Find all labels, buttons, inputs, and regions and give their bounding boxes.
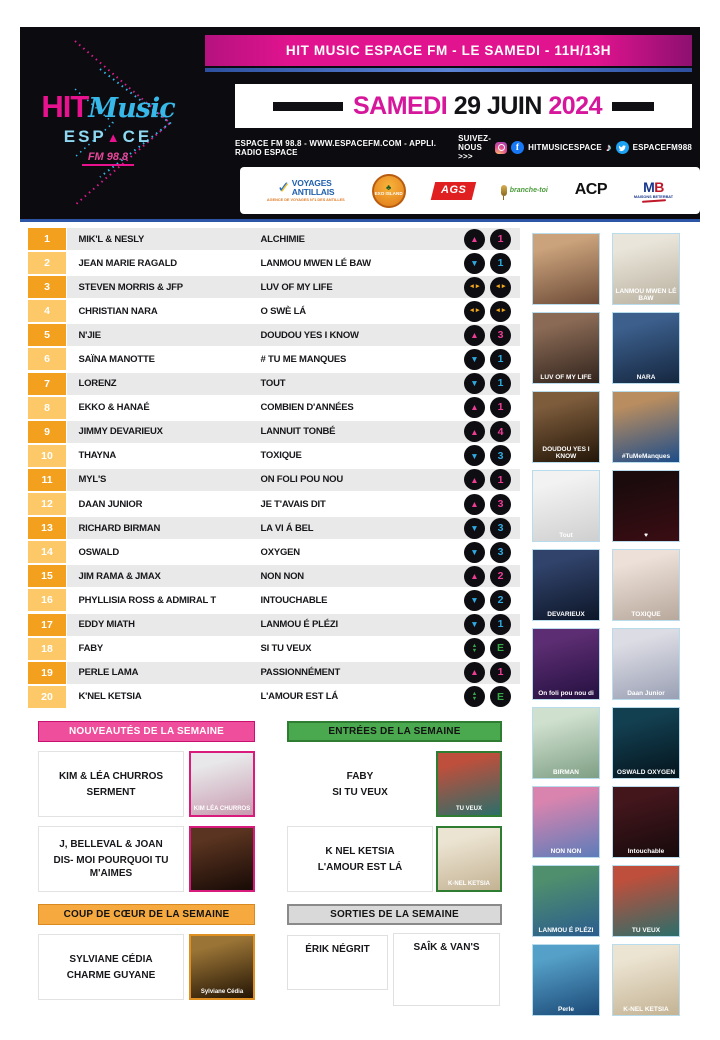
chart-row (28, 686, 520, 708)
promo-item (38, 934, 255, 1000)
section-entrees (287, 721, 502, 892)
album-cover-label: #TuMeManques (621, 452, 671, 460)
album-cover (532, 470, 600, 542)
weeks-badge: 1 (490, 469, 511, 490)
rank-badge: 8 (28, 397, 66, 419)
badges-group (464, 373, 520, 394)
badges-group (464, 494, 520, 515)
chart-row (28, 662, 520, 684)
weeks-badge: E (490, 686, 511, 707)
exit-item (287, 935, 388, 990)
album-cover-label: NON NON (550, 847, 582, 855)
album-cover (532, 233, 600, 305)
album-cover (612, 470, 680, 542)
logo-music: Music (88, 93, 175, 124)
chart-row-body (67, 517, 521, 539)
chart-row (28, 493, 520, 515)
chart-row (28, 517, 520, 539)
weeks-badge (490, 277, 511, 298)
song-title: LANMOU MWEN LÉ BAW (260, 257, 371, 269)
album-cover-label: K-NEL KETSIA (623, 1005, 669, 1013)
album-cover-label: Intouchable (627, 847, 665, 855)
coup-items (38, 934, 255, 1000)
section-coup-de-coeur (38, 904, 255, 1000)
weeks-badge: 1 (490, 662, 511, 683)
station-info-row (235, 134, 692, 161)
chart-row-body (67, 469, 521, 491)
logo-text (20, 89, 196, 166)
chart-row-body (67, 300, 521, 322)
chart-row-body (67, 686, 521, 708)
album-cover (532, 865, 600, 937)
badges-group (464, 518, 520, 539)
rank-badge: 2 (28, 252, 66, 274)
song-title: O SWÈ LÁ (260, 305, 306, 317)
badges-group (464, 301, 520, 322)
weeks-badge: 3 (490, 494, 511, 515)
rank-badge: 9 (28, 421, 66, 443)
song-title: INTOUCHABLE (260, 594, 328, 606)
promo-art-label: TU VEUX (455, 806, 482, 813)
chart-row (28, 324, 520, 346)
song-title: PASSIONNÉMENT (260, 667, 341, 679)
promo-artist: SYLVIANE CÉDIA (69, 953, 153, 965)
station-logo (20, 27, 210, 219)
weeks-badge: 1 (490, 614, 511, 635)
station-info: ESPACE FM 98.8 - WWW.ESPACEFM.COM - APPLI. RADIO ESPACE (235, 138, 437, 157)
movement-icon (464, 253, 485, 274)
artist-name: JIMMY DEVARIEUX (78, 426, 163, 438)
badges-group (464, 325, 520, 346)
movement-icon (464, 229, 485, 250)
album-cover-label: OSWALD OXYGEN (616, 768, 676, 776)
rank-badge: 14 (28, 541, 66, 563)
movement-icon (464, 566, 485, 587)
swoosh-decoration (641, 199, 665, 202)
artist-name: EDDY MIATH (78, 619, 135, 630)
weeks-badge: 1 (490, 349, 511, 370)
album-cover-label: NARA (636, 373, 656, 381)
rank-badge: 11 (28, 469, 66, 491)
song-title: LA VI Á BEL (260, 522, 314, 534)
badges-group (464, 638, 520, 659)
album-cover-label: ♥ (644, 531, 648, 539)
chart-row-body (67, 662, 521, 684)
chart-row-body (67, 541, 521, 563)
exit-item (393, 933, 500, 1006)
chart-row (28, 348, 520, 370)
weeks-badge: 1 (490, 397, 511, 418)
promo-title: SERMENT (86, 786, 136, 798)
promo-text-box (287, 826, 433, 892)
song-title: ALCHIMIE (260, 233, 305, 245)
song-title: L'AMOUR EST LÁ (260, 691, 339, 703)
song-title: TOXIQUE (260, 450, 302, 462)
movement-icon (464, 445, 485, 466)
chart-row (28, 276, 520, 298)
artist-name: CHRISTIAN NARA (78, 305, 158, 317)
chart-list (28, 228, 520, 708)
artist-name: DAAN JUNIOR (78, 498, 143, 510)
promo-title: SI TU VEUX (332, 786, 388, 798)
chart-row (28, 541, 520, 563)
section-title: ENTRÉES DE LA SEMAINE (287, 721, 502, 742)
chart-row-body (67, 638, 521, 660)
logo-espace: ESP▲CE (63, 127, 153, 146)
promo-text-box (287, 751, 433, 817)
album-cover-label: BIRMAN (553, 768, 579, 776)
entrees-items (287, 751, 502, 892)
promo-artist: KIM & LÉA CHURROS (58, 770, 164, 782)
weeks-badge: 4 (490, 421, 511, 442)
badges-group (464, 445, 520, 466)
rank-badge: 7 (28, 373, 66, 395)
album-cover (532, 549, 600, 621)
exit-artist: ÉRIK NÉGRIT (305, 944, 370, 955)
album-cover-label: LANMOU É PLÉZI (538, 926, 594, 934)
album-cover (612, 865, 680, 937)
movement-icon (464, 277, 485, 298)
logo-frequency: FM 98.8 (82, 151, 134, 166)
instagram-icon (495, 142, 507, 154)
badges-group (464, 229, 520, 250)
album-cover-label: DEVARIEUX (547, 610, 585, 618)
artist-name: MYL'S (78, 474, 107, 486)
section-title: NOUVEAUTÉS DE LA SEMAINE (38, 721, 255, 742)
movement-icon (464, 518, 485, 539)
artist-name: OSWALD (78, 546, 119, 558)
promo-item (38, 751, 255, 817)
rank-badge: 17 (28, 614, 66, 636)
movement-icon (464, 421, 485, 442)
album-cover-label: TU VEUX (631, 926, 661, 934)
song-title: NON NON (260, 570, 304, 582)
rank-badge: 19 (28, 662, 66, 684)
chart-row (28, 300, 520, 322)
badges-group (464, 349, 520, 370)
section-sorties (287, 904, 502, 1006)
album-cover-label: Daan Junior (627, 689, 665, 697)
rank-badge: 1 (28, 228, 66, 250)
weeks-badge: 3 (490, 518, 511, 539)
badges-group (464, 614, 520, 635)
album-cover-label: LUV OF MY LIFE (540, 373, 592, 381)
promo-text-box (38, 826, 184, 892)
movement-icon (464, 686, 485, 707)
movement-icon (464, 373, 485, 394)
album-cover (532, 944, 600, 1016)
badges-group (464, 469, 520, 490)
rank-badge: 13 (28, 517, 66, 539)
song-title: LANMOU É PLÉZI (260, 619, 338, 630)
badges-group (464, 590, 520, 611)
promo-album-art (436, 826, 502, 892)
weeks-badge: 2 (490, 590, 511, 611)
album-cover (612, 391, 680, 463)
song-title: ON FOLI POU NOU (260, 474, 344, 486)
sponsor-mb: MB MAISONS BETERBAT (634, 180, 673, 201)
rank-badge: 20 (28, 686, 66, 708)
weeks-badge (490, 301, 511, 322)
chart-row-body (67, 397, 521, 419)
chart-row (28, 252, 520, 274)
social-handle-1: HITMUSICESPACE (528, 143, 602, 152)
album-cover (532, 707, 600, 779)
date-box (235, 84, 692, 128)
album-cover-label: Tout (559, 531, 573, 539)
song-title: JE T'AVAIS DIT (260, 498, 326, 510)
badges-group (464, 542, 520, 563)
artist-name: LORENZ (78, 378, 117, 390)
badges-group (464, 686, 520, 707)
section-nouveautes (38, 721, 255, 892)
album-cover (532, 628, 600, 700)
rank-badge: 3 (28, 276, 66, 298)
movement-icon (464, 542, 485, 563)
palm-icon: ♣ (385, 182, 392, 192)
chart-row (28, 638, 520, 660)
movement-icon (464, 325, 485, 346)
chart-row (28, 445, 520, 467)
album-cover (612, 944, 680, 1016)
artist-name: N'JIE (78, 329, 101, 341)
chart-row (28, 373, 520, 395)
song-title: # TU ME MANQUES (260, 353, 347, 365)
badges-group (464, 421, 520, 442)
chart-row-body (67, 493, 521, 515)
weeks-badge: E (490, 638, 511, 659)
promo-title: CHARME GUYANE (66, 969, 156, 981)
promo-item (38, 826, 255, 892)
movement-icon (464, 397, 485, 418)
exit-artist: SAÎK & VAN'S (413, 942, 480, 953)
movement-icon (464, 590, 485, 611)
album-cover (612, 786, 680, 858)
song-title: LANNUIT TONBÉ (260, 426, 336, 438)
album-cover (532, 312, 600, 384)
album-cover-label: On foli pou nou di (538, 689, 594, 697)
twitter-icon (616, 141, 629, 154)
header (20, 27, 700, 222)
promo-item (287, 751, 502, 817)
album-cover (612, 707, 680, 779)
movement-icon (464, 614, 485, 635)
album-cover-label: LANMOU MWEN LÉ BAW (615, 287, 677, 302)
social-links (458, 134, 692, 161)
movement-icon (464, 349, 485, 370)
weeks-badge: 3 (490, 445, 511, 466)
rank-badge: 6 (28, 348, 66, 370)
album-cover (612, 549, 680, 621)
rank-badge: 15 (28, 565, 66, 587)
sponsor-ags: AGS (430, 182, 476, 200)
date-title: SAMEDI 29 JUIN 2024 (353, 91, 602, 120)
album-cover-grid (532, 233, 680, 1016)
check-icon: ✓ (277, 179, 290, 197)
date-bar-right (612, 102, 654, 111)
chart-row (28, 397, 520, 419)
rank-badge: 16 (28, 589, 66, 611)
rank-badge: 4 (28, 300, 66, 322)
section-title: SORTIES DE LA SEMAINE (287, 904, 502, 925)
movement-icon (464, 494, 485, 515)
chart-row (28, 469, 520, 491)
album-cover (532, 391, 600, 463)
weeks-badge: 1 (490, 229, 511, 250)
promo-art-label: KIM LÉA CHURROS (193, 806, 251, 813)
song-title: COMBIEN D'ANNÉES (260, 402, 354, 414)
facebook-icon: f (511, 141, 524, 154)
promo-title: L'AMOUR EST LÁ (317, 861, 403, 873)
chart-row-body (67, 348, 521, 370)
album-cover (612, 312, 680, 384)
chart-row-body (67, 589, 521, 611)
promo-art-label: K-NEL KETSIA (448, 881, 490, 888)
promo-artist: J, BELLEVAL & JOAN (59, 839, 163, 850)
weeks-badge: 3 (490, 325, 511, 346)
artist-name: FABY (78, 643, 104, 655)
artist-name: JIM RAMA & JMAX (78, 570, 161, 582)
weeks-badge: 1 (490, 253, 511, 274)
chart-row-body (67, 614, 521, 636)
tiktok-icon: ♪ (605, 141, 612, 154)
artist-name: RICHARD BIRMAN (78, 522, 161, 534)
rank-badge: 5 (28, 324, 66, 346)
promo-album-art (189, 826, 255, 892)
album-cover-label: Perle (558, 1005, 574, 1013)
artist-name: EKKO & HANAÉ (78, 402, 150, 414)
artist-name: PERLE LAMA (78, 667, 139, 679)
badges-group (464, 662, 520, 683)
sponsor-exo-island: ♣ EXO ISLAND (372, 174, 406, 208)
movement-icon (464, 301, 485, 322)
rank-badge: 12 (28, 493, 66, 515)
microphone-icon (501, 185, 507, 196)
album-cover-label: TOXIQUE (631, 610, 661, 618)
song-title: TOUT (260, 378, 286, 390)
promo-album-art (436, 751, 502, 817)
album-cover-label: DOUDOU YES I KNOW (542, 445, 590, 460)
badges-group (464, 253, 520, 274)
promo-artist: K NEL KETSIA (325, 845, 395, 857)
rank-badge: 10 (28, 445, 66, 467)
chart-row-body (67, 276, 521, 298)
section-title: COUP DE CŒUR DE LA SEMAINE (38, 904, 255, 925)
chart-row (28, 589, 520, 611)
date-bar-left (273, 102, 343, 111)
promo-item (287, 826, 502, 892)
chart-row-body (67, 324, 521, 346)
chart-row-body (67, 228, 521, 250)
song-title: SI TU VEUX (260, 643, 312, 655)
triangle-a-icon: ▲ (106, 130, 123, 145)
promo-art-label: Sylviane Cédia (200, 989, 244, 996)
artist-name: PHYLLISIA ROSS & ADMIRAL T (78, 594, 216, 606)
nouveautes-items (38, 751, 255, 892)
chart-row (28, 614, 520, 636)
chart-row (28, 228, 520, 250)
promo-album-art (189, 751, 255, 817)
social-handle-2: ESPACEFM988 (632, 143, 692, 152)
artist-name: SAÏNA MANOTTE (78, 353, 155, 365)
chart-row-body (67, 373, 521, 395)
artist-name: STEVEN MORRIS & JFP (78, 281, 183, 293)
song-title: DOUDOU YES I KNOW (260, 329, 359, 341)
chart-row (28, 421, 520, 443)
follow-label: SUIVEZ-NOUS >>> (458, 134, 492, 161)
chart-row-body (67, 421, 521, 443)
badges-group (464, 566, 520, 587)
artist-name: THAYNA (78, 450, 117, 462)
chart-row-body (67, 565, 521, 587)
artist-name: JEAN MARIE RAGALD (78, 257, 177, 269)
promo-text-box (38, 934, 184, 1000)
promo-title: DIS- MOI POURQUOI TU M'AIMES (53, 855, 169, 879)
promo-artist: FABY (346, 770, 374, 782)
banner-underline (205, 68, 692, 72)
album-cover (532, 786, 600, 858)
sponsor-acp: ACP (574, 181, 608, 199)
chart-row (28, 565, 520, 587)
promo-text-box (38, 751, 184, 817)
weeks-badge: 3 (490, 542, 511, 563)
badges-group (464, 277, 520, 298)
movement-icon (464, 469, 485, 490)
movement-icon (464, 638, 485, 659)
badges-group (464, 397, 520, 418)
artist-name: K'NEL KETSIA (78, 691, 142, 703)
song-title: LUV OF MY LIFE (260, 281, 333, 293)
album-cover (612, 628, 680, 700)
artist-name: MIK'L & NESLY (78, 233, 145, 245)
sponsor-strip (240, 167, 700, 214)
album-cover (612, 233, 680, 305)
movement-icon (464, 662, 485, 683)
sponsor-voyages-antillais: ✓ VOYAGES ANTILLAIS AGENCE DE VOYAGES N°1 DES ANTILLES (266, 178, 345, 202)
sponsor-branche-toi: branche-toi (501, 185, 548, 196)
rank-badge: 18 (28, 638, 66, 660)
logo-hit: HIT (41, 89, 89, 124)
weeks-badge: 2 (490, 566, 511, 587)
song-title: OXYGEN (260, 546, 300, 558)
chart-row-body (67, 445, 521, 467)
promo-album-art (189, 934, 255, 1000)
weeks-badge: 1 (490, 373, 511, 394)
show-banner: HIT MUSIC ESPACE FM - LE SAMEDI - 11H/13H (205, 35, 692, 66)
sorties-items (287, 935, 502, 1006)
chart-row-body (67, 252, 521, 274)
